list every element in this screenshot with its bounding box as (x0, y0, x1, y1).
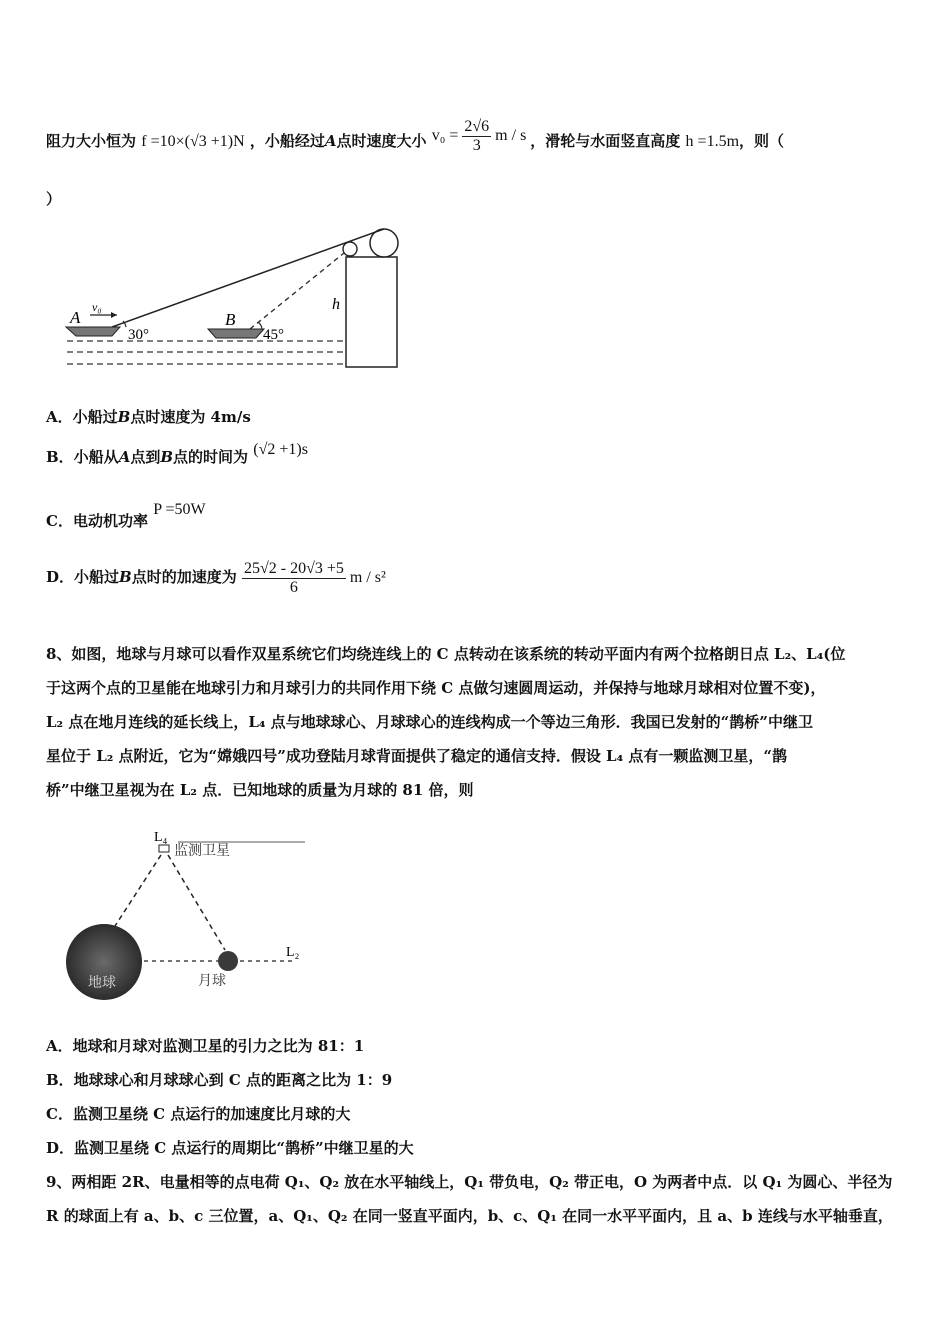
boat-pulley-figure (62, 225, 407, 375)
angle-arc-b (258, 322, 262, 329)
angle-b-label: 45° (263, 327, 284, 343)
label-a: A (70, 308, 81, 327)
q8-option-c: C．监测卫星绕 C 点运行的加速度比月球的大 (46, 1105, 351, 1123)
rope-b (250, 253, 344, 329)
boat-a (66, 327, 120, 336)
earth-moon-figure (60, 825, 320, 1010)
earth-label: 地球 (88, 976, 116, 991)
label-h: h (332, 296, 340, 313)
moon-label: 月球 (198, 974, 226, 989)
velocity-arrow-head (111, 312, 117, 318)
label-b: B (225, 310, 236, 329)
rope-a (112, 229, 384, 327)
q8-stem: 8、如图，地球与月球可以看作双星系统它们均绕连线上的 C 点转动在该系统的转动平面内有两个拉格朗日点 L₂、L₄(位 于这两个点的卫星能在地球引力和月球引力的共同作用下绕 C 点做匀速圆周运动，并保持与地球月球相对位置不变)， L₂ 点在地月连线的延长线上，L₄ 点与地球球心、月球球心的连线构成一个等边三角形．我国已发射的“鹊桥”中继卫 星位于 L₂ 点附近，它为“嫦娥四号”成功登陆月球背面提供了稳定的通信支持．假设 L₄ 点有一颗监测卫星，“鹊 桥”中继卫星视为在 L₂ 点．已知地球的质量为月球的 81 倍，则 (46, 645, 846, 799)
q7-option-b: B．小船从A点到B点的时间为 (√2 +1)s (46, 441, 308, 466)
q7-option-a: A．小船过B点时速度为 4m/s (46, 408, 251, 426)
v0-formula: v₀ = $\frac{2√6}{3}$ m / s (431, 118, 527, 154)
q7-paren-close: ） (46, 190, 62, 208)
boat-b (208, 329, 264, 338)
time-formula: (√2 +1)s (253, 441, 308, 458)
q7-option-d: D．小船过B点时的加速度为 $\frac{25√2 - 20√3 +5}{6}$ m / s² (46, 560, 386, 596)
q8-option-b: B．地球球心和月球球心到 C 点的距离之比为 1：9 (46, 1071, 393, 1089)
angle-a-label: 30° (128, 327, 149, 343)
q8-option-d: D．监测卫星绕 C 点运行的周期比“鹊桥”中继卫星的大 (46, 1139, 414, 1157)
l2-label: L₂ (286, 945, 300, 960)
friction-formula: f =10×(√3 +1)N (141, 133, 245, 151)
label-v0: v₀ (92, 300, 102, 314)
small-pulley (343, 242, 357, 256)
q8-option-a: A．地球和月球对监测卫星的引力之比为 81：1 (46, 1037, 365, 1055)
power-formula: P =50W (153, 501, 206, 518)
monitor-satellite (159, 845, 169, 852)
acceleration-formula: $\frac{25√2 - 20√3 +5}{6}$ m / s² (243, 560, 386, 596)
pulley-tower (346, 257, 397, 367)
l4-label: L₄ (154, 830, 168, 845)
moon (218, 951, 238, 971)
height-formula: h =1.5m (685, 133, 740, 151)
q7-option-c: C．电动机功率 P =50W (46, 501, 206, 530)
l4-moon-line (168, 855, 225, 950)
q7-stem-line: 阻力大小恒为 f =10×(√3 +1)N ，小船经过A点时速度大小 v₀ = $\frac{2√6}{3}$ m / s ，滑轮与水面竖直高度 h =1.5m，则（ (46, 118, 785, 154)
monitor-label: 监测卫星 (174, 844, 230, 859)
q9-stem: 9、两相距 2R、电量相等的点电荷 Q₁、Q₂ 放在水平轴线上，Q₁ 带负电，Q₂ 带正电，O 为两者中点．以 Q₁ 为圆心、半径为 R 的球面上有 a、b、c 三位置，a、Q₁、Q₂ 在同一竖直平面内，b、c、Q₁ 在同一水平平面内，且 a、b 连线与水平轴垂直， (46, 1173, 893, 1225)
